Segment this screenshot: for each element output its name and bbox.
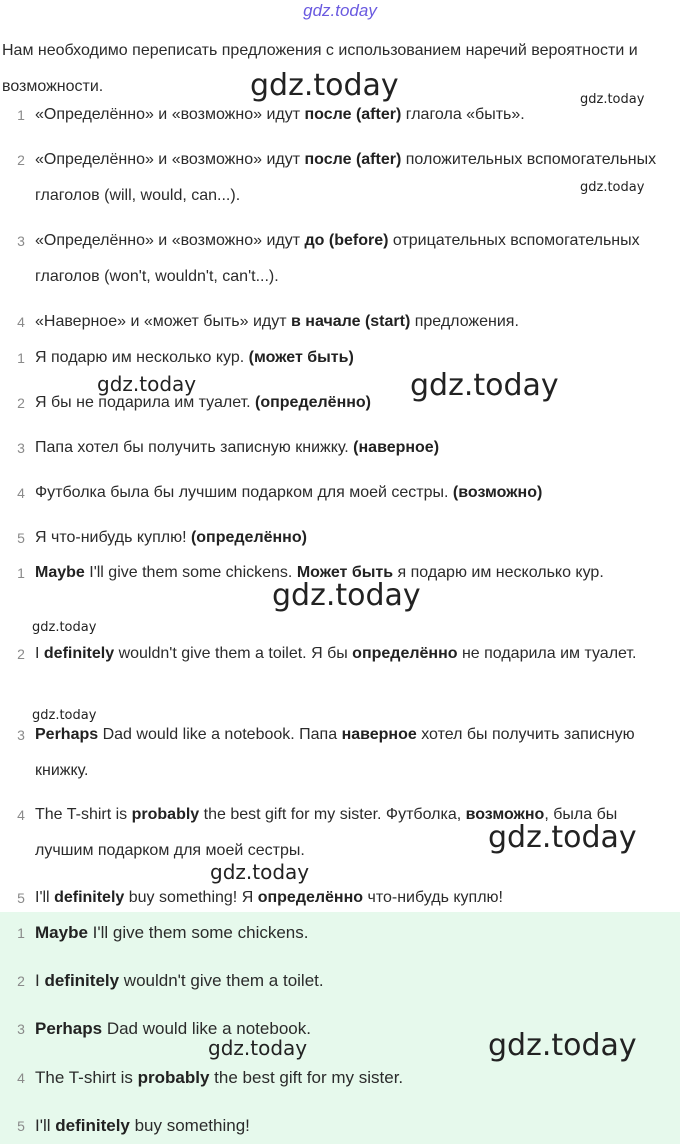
text-fragment: Dad would like a notebook. Папа xyxy=(98,726,342,743)
item-number: 3 xyxy=(17,727,25,743)
item-text xyxy=(35,475,670,511)
text-fragment: Я бы не подарила им туалет. xyxy=(35,394,256,411)
item-text xyxy=(35,142,670,214)
watermark: gdz.today xyxy=(32,620,97,635)
bold-fragment: определённо xyxy=(352,645,458,662)
item-number: 2 xyxy=(17,646,25,662)
item-number: 1 xyxy=(17,350,25,366)
item-number: 3 xyxy=(17,233,25,249)
text-fragment: I'll xyxy=(35,889,55,906)
bold-fragment: probably xyxy=(131,806,200,823)
bold-fragment: наверное xyxy=(341,726,417,743)
watermark: gdz.today xyxy=(580,92,645,107)
text-fragment: I xyxy=(35,971,45,990)
text-fragment: The T-shirt is xyxy=(35,1068,138,1087)
item-text xyxy=(35,223,670,295)
watermark: gdz.today xyxy=(410,368,559,403)
bold-fragment: после (after) xyxy=(304,151,402,168)
bold-fragment: Perhaps xyxy=(35,726,99,743)
item-text xyxy=(35,915,670,951)
watermark: gdz.today xyxy=(580,180,645,195)
bold-fragment: определённо xyxy=(257,889,364,906)
text-fragment: The T-shirt is xyxy=(35,806,132,823)
item-text xyxy=(35,636,670,672)
item-number: 1 xyxy=(17,925,25,941)
bold-fragment: в начале (start) xyxy=(291,313,411,330)
text-fragment: «Определённо» и «возможно» идут xyxy=(35,151,305,168)
item-number: 4 xyxy=(17,1070,25,1086)
item-text xyxy=(35,304,670,340)
text-fragment: I xyxy=(35,645,44,662)
text-fragment: wouldn't give them a toilet. xyxy=(119,971,324,990)
bold-fragment: definitely xyxy=(43,645,115,662)
bold-fragment: Maybe xyxy=(35,923,88,942)
item-number: 3 xyxy=(17,440,25,456)
text-fragment: предложения. xyxy=(410,313,519,330)
text-fragment: , была бы лучшим подарком для моей сестры. xyxy=(35,806,618,859)
item-number: 2 xyxy=(17,395,25,411)
text-fragment: глагола «быть». xyxy=(401,106,525,123)
text-fragment: Dad would like a notebook. xyxy=(102,1019,311,1038)
item-text xyxy=(35,430,670,466)
watermark: gdz.today xyxy=(488,820,637,855)
item-number: 4 xyxy=(17,485,25,501)
item-text xyxy=(35,520,670,556)
text-fragment: отрицательных вспомогательных глаголов (won't, wouldn't, can't...). xyxy=(35,232,640,285)
text-fragment: Я подарю им несколько кур. xyxy=(35,349,249,366)
item-text xyxy=(35,1108,670,1144)
bold-fragment: (наверное) xyxy=(353,439,440,456)
item-number: 5 xyxy=(17,530,25,546)
item-text xyxy=(35,880,670,916)
watermark-top: gdz.today xyxy=(303,1,377,20)
watermark: gdz.today xyxy=(210,860,310,884)
text-fragment: не подарила им туалет. xyxy=(457,645,637,662)
watermark: gdz.today xyxy=(208,1036,308,1060)
watermark: gdz.today xyxy=(272,578,421,613)
bold-fragment: definitely xyxy=(55,1116,130,1135)
watermark: gdz.today xyxy=(488,1028,637,1063)
bold-fragment: до (before) xyxy=(304,232,389,249)
item-number: 5 xyxy=(17,1118,25,1134)
watermark: gdz.today xyxy=(250,68,399,103)
bold-fragment: (возможно) xyxy=(452,484,543,501)
text-fragment: the best gift for my sister. xyxy=(209,1068,404,1087)
text-fragment: «Определённо» и «возможно» идут xyxy=(35,106,305,123)
text-fragment: Я что-нибудь куплю! xyxy=(35,529,191,546)
bold-fragment: Может быть xyxy=(296,564,394,581)
text-fragment: I'll give them some chickens. xyxy=(87,923,309,942)
item-number: 4 xyxy=(17,807,25,823)
text-fragment: «Наверное» и «может быть» идут xyxy=(35,313,292,330)
text-fragment: «Определённо» и «возможно» идут xyxy=(35,232,305,249)
item-text xyxy=(35,1060,670,1096)
text-fragment: I'll give them some chickens. xyxy=(84,564,297,581)
item-text xyxy=(35,963,670,999)
bold-fragment: probably xyxy=(137,1068,210,1087)
bold-fragment: Maybe xyxy=(35,564,85,581)
bold-fragment: (определённо) xyxy=(255,394,371,411)
text-fragment: положительных вспомогательных глаголов (will, would, can...). xyxy=(35,151,657,204)
text-fragment: Футболка была бы лучшим подарком для моей сестры. xyxy=(35,484,453,501)
item-number: 3 xyxy=(17,1021,25,1037)
item-number: 2 xyxy=(17,152,25,168)
intro-text: Нам необходимо переписать предложения с использованием наречий вероятности и возможности. xyxy=(2,42,638,95)
item-number: 4 xyxy=(17,314,25,330)
text-fragment: buy something! xyxy=(129,1116,250,1135)
item-number: 2 xyxy=(17,973,25,989)
bold-fragment: definitely xyxy=(44,971,120,990)
text-fragment: wouldn't give them a toilet. Я бы xyxy=(114,645,353,662)
bold-fragment: (может быть) xyxy=(248,349,354,366)
item-number: 1 xyxy=(17,565,25,581)
watermark: gdz.today xyxy=(97,372,197,396)
text-fragment: я подарю им несколько кур. xyxy=(393,564,604,581)
bold-fragment: definitely xyxy=(54,889,125,906)
item-number: 5 xyxy=(17,890,25,906)
item-text xyxy=(35,340,670,376)
item-number: 1 xyxy=(17,107,25,123)
text-fragment: хотел бы получить записную книжку. xyxy=(35,726,635,779)
text-fragment: что-нибудь куплю! xyxy=(363,889,503,906)
text-fragment: the best gift for my sister. Футболка, xyxy=(199,806,466,823)
item-text xyxy=(35,717,670,789)
watermark: gdz.today xyxy=(32,708,97,723)
text-fragment: Папа хотел бы получить записную книжку. xyxy=(35,439,354,456)
bold-fragment: (определённо) xyxy=(190,529,307,546)
text-fragment: I'll xyxy=(35,1116,56,1135)
bold-fragment: возможно xyxy=(465,806,545,823)
bold-fragment: Perhaps xyxy=(35,1019,103,1038)
text-fragment: buy something! Я xyxy=(124,889,258,906)
bold-fragment: после (after) xyxy=(304,106,402,123)
